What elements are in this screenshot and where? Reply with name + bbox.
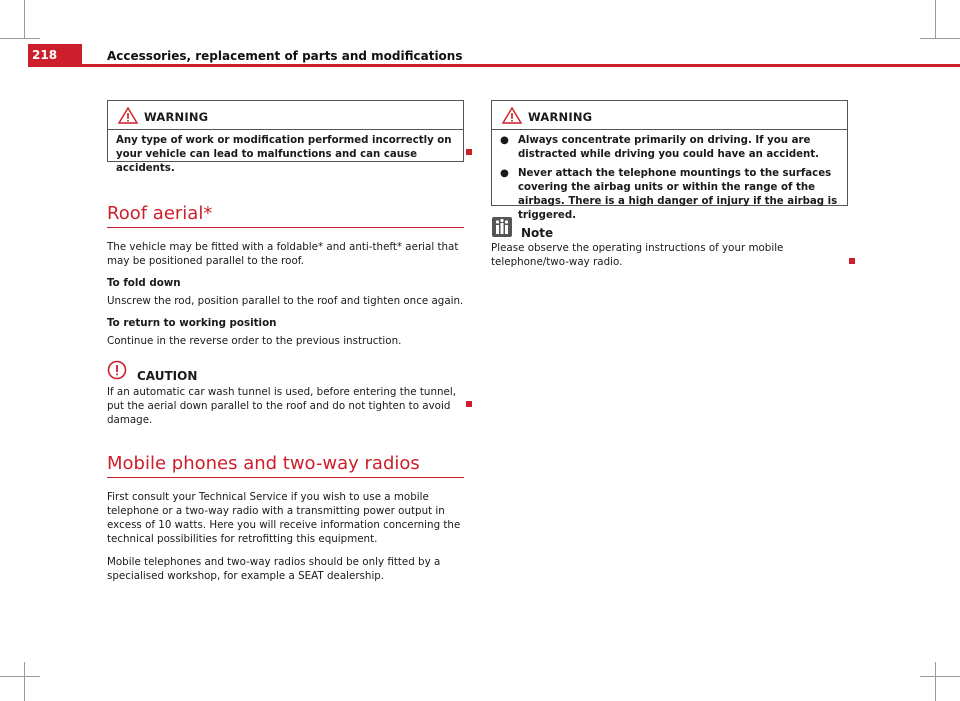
section-rule xyxy=(107,477,464,478)
crop-mark xyxy=(24,0,25,38)
warning-bullet xyxy=(500,167,839,223)
warning-label: WARNING xyxy=(528,110,593,124)
note-label: Note xyxy=(521,226,554,240)
phones-paragraph-2: Mobile telephones and two-way radios should be only fitted by a specialised workshop, for example a SEAT dealership. xyxy=(107,556,441,582)
return-text: Continue in the reverse order to the previous instruction. xyxy=(107,335,402,347)
warning-header xyxy=(492,101,847,130)
caution-label: CAUTION xyxy=(137,369,198,383)
bullet-icon: ● xyxy=(500,168,509,179)
warning-bullet xyxy=(500,134,839,162)
note-icon xyxy=(491,216,513,242)
note-text: Please observe the operating instructions of your mobile telephone/two-way radio. xyxy=(491,242,784,268)
bullet-icon: ● xyxy=(500,135,509,146)
warning-box-right xyxy=(491,100,848,221)
warning-body xyxy=(492,130,847,232)
caution-icon xyxy=(107,360,127,384)
caution-text: If an automatic car wash tunnel is used, before entering the tunnel, put the aerial down parallel to the roof and do not tighten to avoid damage. xyxy=(107,386,456,426)
header-rule xyxy=(28,64,960,67)
crop-mark xyxy=(920,38,960,39)
warning-box xyxy=(107,100,464,174)
crop-mark xyxy=(0,38,40,39)
warning-triangle-icon xyxy=(502,107,522,128)
warning-bullet-text: Always concentrate primarily on driving. If you are distracted while driving you could have an accident. xyxy=(518,135,820,160)
page-number: 218 xyxy=(28,44,82,67)
crop-mark xyxy=(920,676,960,677)
warning-body xyxy=(108,130,463,185)
crop-mark xyxy=(24,662,25,701)
warning-label: WARNING xyxy=(144,110,209,124)
section-end-marker xyxy=(466,149,472,155)
warning-header xyxy=(108,101,463,130)
warning-text: Any type of work or modification performed incorrectly on your vehicle can lead to malfunctions and can cause accidents. xyxy=(116,135,452,174)
section-end-marker xyxy=(466,401,472,407)
section-end-marker xyxy=(849,258,855,264)
section-rule xyxy=(107,227,464,228)
roof-aerial-intro: The vehicle may be fitted with a foldable* and anti-theft* aerial that may be positioned parallel to the roof. xyxy=(107,241,459,267)
warning-bullet-text: Never attach the telephone mountings to the surfaces covering the airbag units or within the range of the airbags. There is a high danger of injury if the airbag is triggered. xyxy=(518,168,838,221)
page-header-title: Accessories, replacement of parts and modifications xyxy=(107,49,463,63)
warning-triangle-icon xyxy=(118,107,138,128)
fold-down-text: Unscrew the rod, position parallel to the roof and tighten once again. xyxy=(107,295,464,307)
return-heading: To return to working position xyxy=(107,317,277,329)
crop-mark xyxy=(935,662,936,701)
section-title-mobile-phones: Mobile phones and two-way radios xyxy=(107,453,420,474)
crop-mark xyxy=(0,676,40,677)
section-title-roof-aerial: Roof aerial* xyxy=(107,203,213,224)
crop-mark xyxy=(935,0,936,38)
fold-down-heading: To fold down xyxy=(107,277,181,289)
phones-paragraph-1: First consult your Technical Service if you wish to use a mobile telephone or a two-way radio with a transmitting power output in excess of 10 watts. Here you will receive information concerning the technical possibilities for retrofitting this equipment. xyxy=(107,491,461,545)
